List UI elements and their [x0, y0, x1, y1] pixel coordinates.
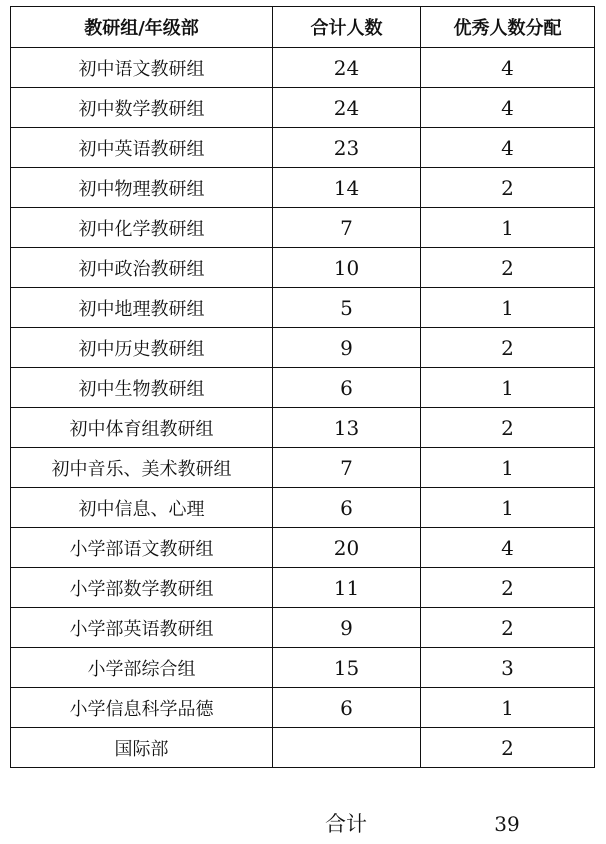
total-value: 39	[494, 812, 520, 836]
cell-total	[273, 728, 421, 768]
cell-group: 初中体育组教研组	[11, 408, 273, 448]
cell-total: 11	[273, 568, 421, 608]
cell-excellent: 3	[421, 648, 595, 688]
table-row	[11, 288, 595, 328]
table-row	[11, 368, 595, 408]
cell-excellent: 2	[421, 568, 595, 608]
table-row	[11, 88, 595, 128]
cell-group: 小学部英语教研组	[11, 608, 273, 648]
cell-excellent: 1	[421, 448, 595, 488]
table-row	[11, 208, 595, 248]
cell-group: 初中信息、心理	[11, 488, 273, 528]
cell-excellent: 4	[421, 528, 595, 568]
cell-total: 14	[273, 168, 421, 208]
cell-group: 小学部综合组	[11, 648, 273, 688]
cell-group: 初中政治教研组	[11, 248, 273, 288]
table-row	[11, 168, 595, 208]
table-row	[11, 48, 595, 88]
cell-excellent: 2	[421, 728, 595, 768]
cell-group: 小学信息科学品德	[11, 688, 273, 728]
table-row	[11, 648, 595, 688]
cell-excellent: 1	[421, 488, 595, 528]
cell-total: 15	[273, 648, 421, 688]
cell-total: 6	[273, 488, 421, 528]
cell-excellent: 2	[421, 408, 595, 448]
table-row	[11, 528, 595, 568]
cell-excellent: 2	[421, 168, 595, 208]
cell-excellent: 1	[421, 288, 595, 328]
cell-group: 小学部数学教研组	[11, 568, 273, 608]
table-row	[11, 448, 595, 488]
cell-group: 初中生物教研组	[11, 368, 273, 408]
cell-group: 初中历史教研组	[11, 328, 273, 368]
table-row	[11, 128, 595, 168]
cell-excellent: 4	[421, 128, 595, 168]
cell-excellent: 4	[421, 48, 595, 88]
allocation-table	[10, 6, 595, 768]
cell-total: 24	[273, 88, 421, 128]
cell-total: 7	[273, 448, 421, 488]
cell-excellent: 2	[421, 248, 595, 288]
cell-total: 7	[273, 208, 421, 248]
header-total: 合计人数	[273, 7, 421, 48]
cell-total: 6	[273, 688, 421, 728]
cell-group: 国际部	[11, 728, 273, 768]
cell-total: 5	[273, 288, 421, 328]
cell-excellent: 4	[421, 88, 595, 128]
table-row	[11, 408, 595, 448]
cell-total: 9	[273, 608, 421, 648]
cell-excellent: 2	[421, 328, 595, 368]
cell-group: 小学部语文教研组	[11, 528, 273, 568]
cell-group: 初中数学教研组	[11, 88, 273, 128]
cell-group: 初中化学教研组	[11, 208, 273, 248]
cell-excellent: 1	[421, 368, 595, 408]
cell-excellent: 2	[421, 608, 595, 648]
cell-group: 初中语文教研组	[11, 48, 273, 88]
table-row	[11, 328, 595, 368]
table-row	[11, 688, 595, 728]
cell-total: 23	[273, 128, 421, 168]
cell-total: 13	[273, 408, 421, 448]
cell-total: 9	[273, 328, 421, 368]
header-excellent: 优秀人数分配	[421, 7, 595, 48]
cell-group: 初中英语教研组	[11, 128, 273, 168]
cell-group: 初中音乐、美术教研组	[11, 448, 273, 488]
header-group: 教研组/年级部	[11, 7, 273, 48]
table-row	[11, 608, 595, 648]
cell-group: 初中物理教研组	[11, 168, 273, 208]
cell-total: 24	[273, 48, 421, 88]
cell-total: 10	[273, 248, 421, 288]
table-body	[11, 48, 595, 768]
header-row	[11, 7, 595, 48]
table-row	[11, 248, 595, 288]
total-label: 合计	[325, 812, 367, 836]
cell-total: 6	[273, 368, 421, 408]
cell-excellent: 1	[421, 688, 595, 728]
cell-group: 初中地理教研组	[11, 288, 273, 328]
table-row	[11, 568, 595, 608]
table-row	[11, 728, 595, 768]
cell-total: 20	[273, 528, 421, 568]
cell-excellent: 1	[421, 208, 595, 248]
table-row	[11, 488, 595, 528]
